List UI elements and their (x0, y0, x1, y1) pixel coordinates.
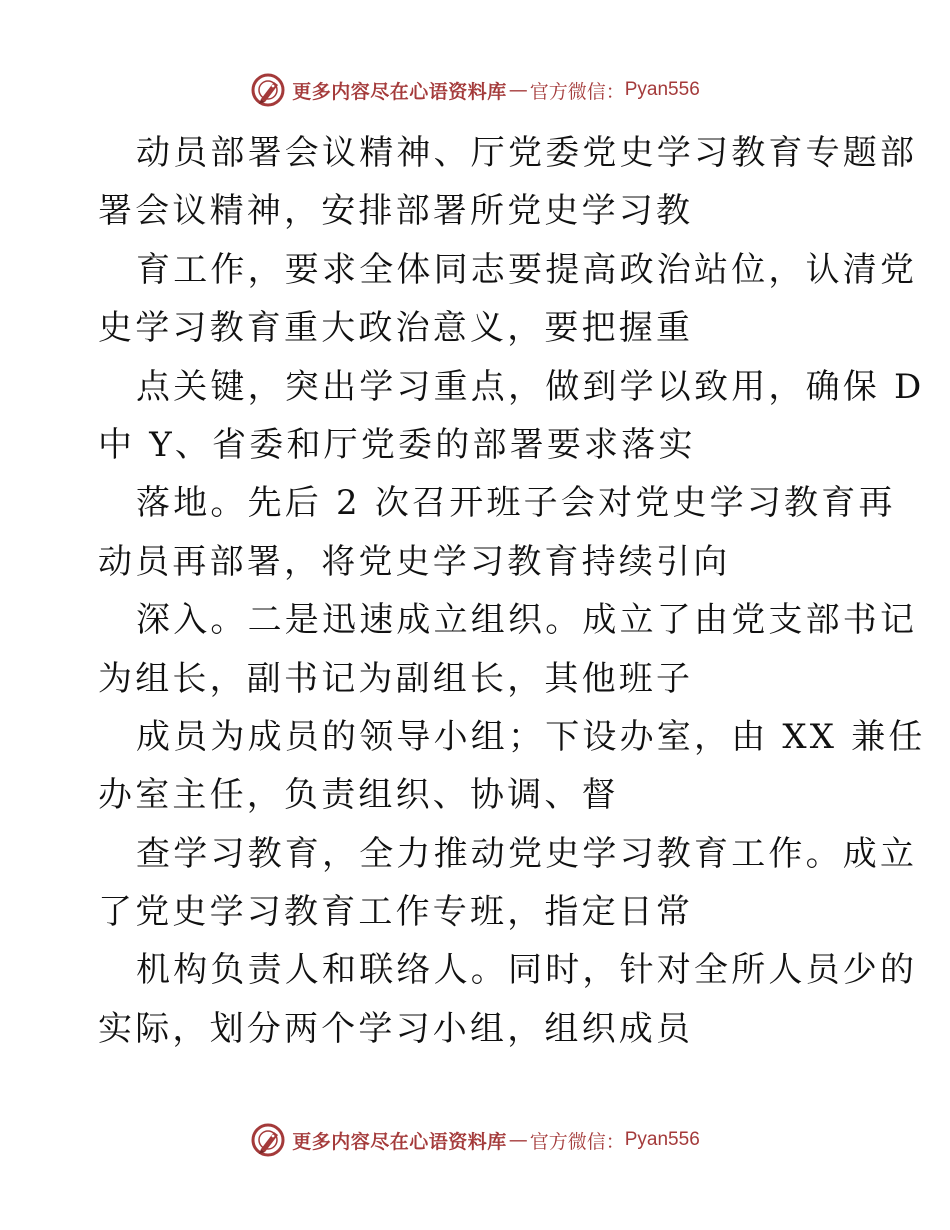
watermark-wechat-id: Pyan556 (624, 1129, 700, 1150)
watermark-site-text: 更多内容尽在心语资料库 (292, 1130, 507, 1153)
text-line: 实际，划分两个学习小组，组织成员 (98, 1008, 694, 1049)
text-line: 动员部署会议精神、厅党委党史学习教育专题部 (136, 133, 918, 173)
text-line: 为组长，副书记为副组长，其他班子 (98, 658, 694, 699)
footer-watermark (0, 1120, 950, 1160)
text-line: 了党史学习教育工作专班，指定日常 (98, 892, 694, 933)
document-body (98, 124, 926, 1058)
watermark-brand (250, 1120, 700, 1160)
text-line: 署会议精神，安排部署所党史学习教 (98, 191, 694, 232)
text-line: 办室主任，负责组织、协调、督 (98, 775, 619, 816)
watermark-dash: — (508, 1129, 528, 1151)
text-line: 育工作，要求全体同志要提高政治站位，认清党 (136, 249, 918, 290)
text-line: 动员再部署，将党史学习教育持续引向 (98, 541, 731, 582)
text-line: 落地。先后 2 次召开班子会对党史学习教育再 (136, 483, 896, 524)
text-line: 机构负责人和联络人。同时，针对全所人员少的 (136, 950, 918, 991)
header-watermark (0, 70, 950, 110)
pen-nib-logo-icon (250, 72, 286, 108)
pen-nib-logo-icon (250, 1122, 286, 1158)
watermark-contact-label: 官方微信： (529, 80, 625, 103)
watermark-contact-label: 官方微信： (529, 1130, 625, 1153)
watermark-brand (250, 70, 700, 110)
text-line: 深入。二是迅速成立组织。成立了由党支部书记 (136, 600, 918, 641)
text-line: 点关键，突出学习重点，做到学以致用，确保 D (136, 366, 925, 407)
text-line: 史学习教育重大政治意义，要把握重 (98, 308, 694, 349)
text-line: 中 Y、省委和厅党委的部署要求落实 (98, 424, 696, 465)
watermark-wechat-id: Pyan556 (624, 79, 700, 100)
watermark-dash: — (508, 79, 528, 101)
text-line: 查学习教育，全力推动党史学习教育工作。成立 (136, 833, 918, 874)
watermark-site-text: 更多内容尽在心语资料库 (292, 80, 507, 103)
text-line: 成员为成员的领导小组；下设办室，由 XX 兼任 (136, 716, 926, 757)
